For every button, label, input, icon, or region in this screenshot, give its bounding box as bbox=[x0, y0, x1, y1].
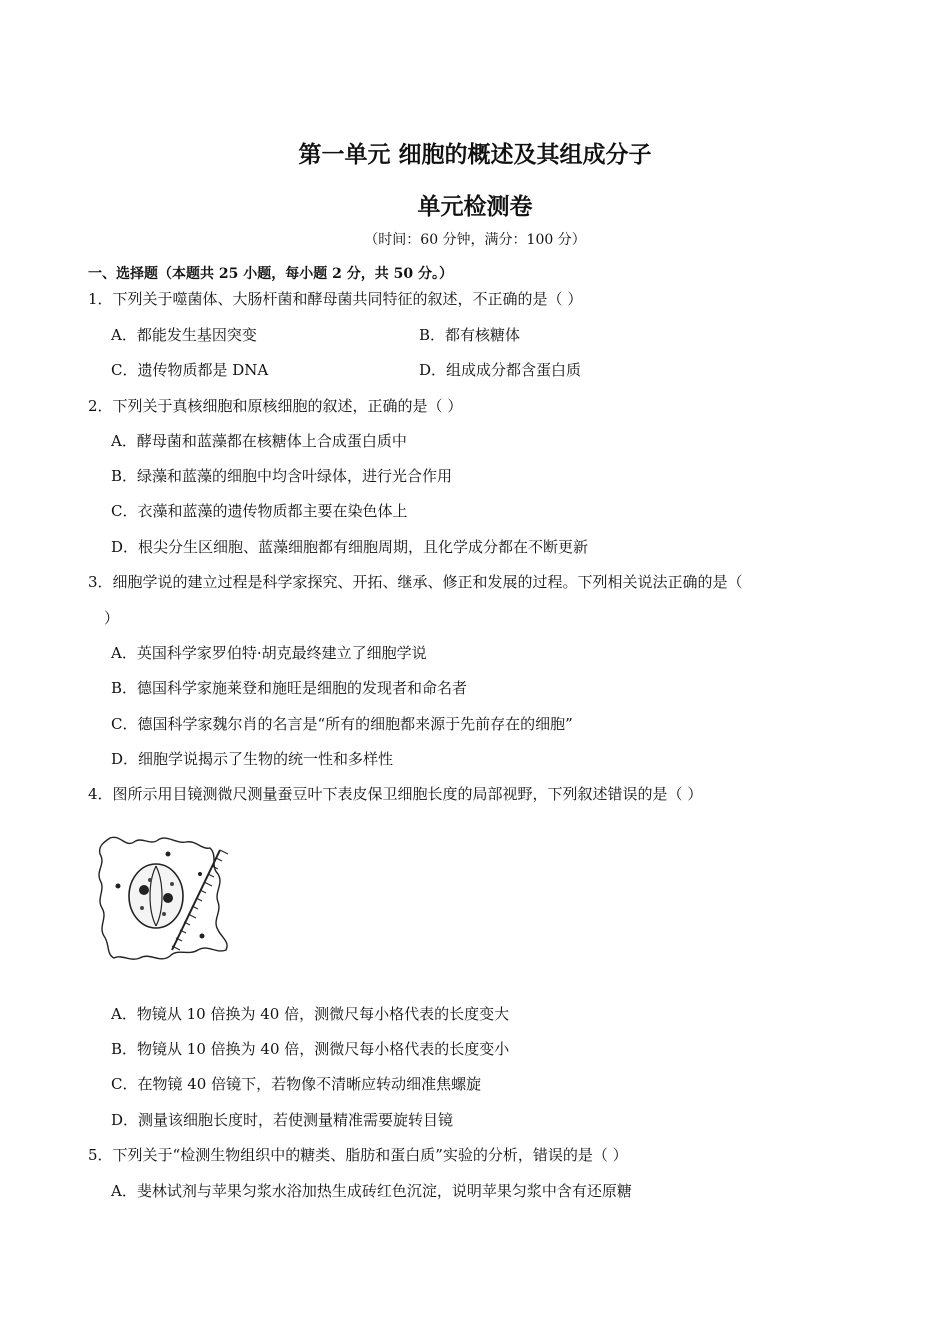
question-4-stem: 4．图所示用目镜测微尺测量蚕豆叶下表皮保卫细胞长度的局部视野，下列叙述错误的是（ ） bbox=[88, 785, 703, 803]
question-2-option-a: A．酵母菌和蓝藻都在核糖体上合成蛋白质中 bbox=[111, 432, 407, 450]
question-3-option-c: C．德国科学家魏尔肖的名言是“所有的细胞都来源于先前存在的细胞” bbox=[111, 715, 573, 733]
question-1-option-b: B．都有核糖体 bbox=[419, 326, 521, 344]
question-5-stem: 5．下列关于“检测生物组织中的糖类、脂肪和蛋白质”实验的分析，错误的是（ ） bbox=[88, 1146, 628, 1164]
question-4-option-c: C．在物镜 40 倍镜下，若物像不清晰应转动细准焦螺旋 bbox=[111, 1075, 482, 1093]
question-3-option-a: A．英国科学家罗伯特·胡克最终建立了细胞学说 bbox=[111, 644, 427, 662]
page-title: 第一单元 细胞的概述及其组成分子 bbox=[298, 142, 652, 168]
question-3-option-b: B．德国科学家施莱登和施旺是细胞的发现者和命名者 bbox=[111, 679, 468, 697]
question-3-stem-cont: ） bbox=[104, 609, 120, 627]
question-4-option-d: D．测量该细胞长度时，若使测量精准需要旋转目镜 bbox=[111, 1111, 454, 1129]
guard-cell-micrometer-figure bbox=[92, 826, 242, 971]
question-5-option-a: A．斐林试剂与苹果匀浆水浴加热生成砖红色沉淀，说明苹果匀浆中含有还原糖 bbox=[111, 1182, 632, 1200]
question-3-stem: 3．细胞学说的建立过程是科学家探究、开拓、继承、修正和发展的过程。下列相关说法正确的是（ bbox=[88, 573, 743, 591]
page-subtitle: 单元检测卷 bbox=[417, 194, 533, 220]
question-3-option-d: D．细胞学说揭示了生物的统一性和多样性 bbox=[111, 750, 394, 768]
question-2-option-b: B．绿藻和蓝藻的细胞中均含叶绿体，进行光合作用 bbox=[111, 467, 453, 485]
question-4-option-b: B．物镜从 10 倍换为 40 倍，测微尺每小格代表的长度变小 bbox=[111, 1040, 510, 1058]
question-4-option-a: A．物镜从 10 倍换为 40 倍，测微尺每小格代表的长度变大 bbox=[111, 1005, 510, 1023]
question-1-option-c: C．遗传物质都是 DNA bbox=[111, 361, 269, 379]
question-2-stem: 2．下列关于真核细胞和原核细胞的叙述，正确的是（ ） bbox=[88, 397, 463, 415]
question-2-option-c: C．衣藻和蓝藻的遗传物质都主要在染色体上 bbox=[111, 502, 408, 520]
exam-info: （时间：60 分钟，满分：100 分） bbox=[364, 232, 586, 248]
question-2-option-d: D．根尖分生区细胞、蓝藻细胞都有细胞周期，且化学成分都在不断更新 bbox=[111, 538, 589, 556]
question-1-stem: 1．下列关于噬菌体、大肠杆菌和酵母菌共同特征的叙述，不正确的是（ ） bbox=[88, 290, 583, 308]
section-heading: 一、选择题（本题共 25 小题，每小题 2 分，共 50 分。） bbox=[88, 266, 453, 282]
question-1-option-d: D．组成成分都含蛋白质 bbox=[419, 361, 582, 379]
question-1-option-a: A．都能发生基因突变 bbox=[111, 326, 257, 344]
